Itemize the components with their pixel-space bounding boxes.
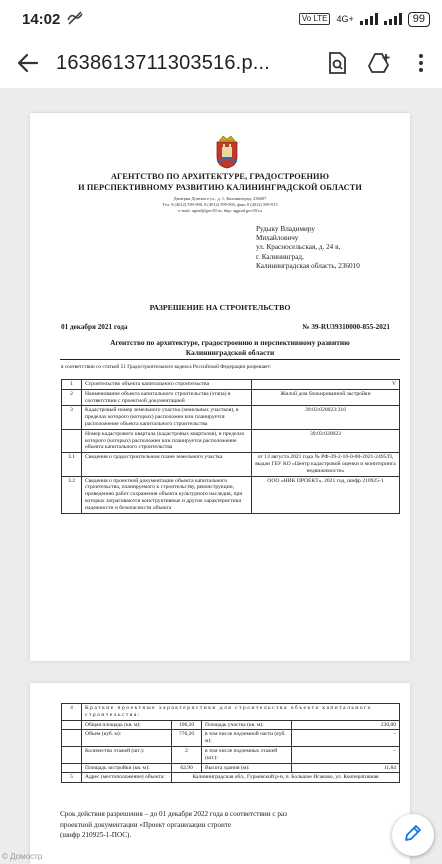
char-label: Площадь участка (кв. м): xyxy=(202,720,292,730)
signal-icon-2 xyxy=(384,13,402,25)
row-value: 39:03:020023:316 xyxy=(252,406,400,429)
row-number: 2 xyxy=(62,389,82,406)
network-type: 4G+ xyxy=(336,13,354,24)
agency-name-line2: И ПЕРСПЕКТИВНОМУ РАЗВИТИЮ КАЛИНИНГРАДСКОЙ ОБЛАСТИ xyxy=(78,183,362,192)
row-label: Номер кадастрового квартала (кадастровых кварталов), в пределах которого (которых) расположен или планируется расположение объекта капитального строительства xyxy=(82,429,252,452)
table-row xyxy=(62,704,400,721)
char-value: 2 xyxy=(172,746,202,763)
pencil-icon xyxy=(403,823,423,848)
address-value: Калининградская обл., Гурьевский р-н, п. Большое Исаково, ул. Кооперативная xyxy=(172,773,400,783)
app-bar xyxy=(0,38,442,88)
table-row xyxy=(62,476,400,513)
issuer-line1: Агентство по архитектуре, градостроению и перспективному развитию xyxy=(110,338,350,347)
char-value: 776,20 xyxy=(172,730,202,747)
table-row xyxy=(62,429,400,452)
row-label: Наименование объекта капитального строительства (этапа) в соответствии с проектной документацией xyxy=(82,389,252,406)
table-row xyxy=(62,406,400,429)
agency-name-line1: АГЕНТСТВО ПО АРХИТЕКТУРЕ, ГРАДОСТРОЕНИЮ xyxy=(110,172,330,181)
row-value: от 13 августа 2021 года № РФ-39-2-10-0-00-2021-2495/П, выдан ГБУ КО «Центр кадастровой оценки и мониторинга недвижимости» xyxy=(252,453,400,476)
row-number: 5 xyxy=(62,773,82,783)
validity-line: проектной документации «Проект организации строите xyxy=(60,820,232,829)
issuer-block xyxy=(60,338,400,360)
recipient-city: г. Калининград, xyxy=(256,252,304,261)
permit-table xyxy=(61,379,400,514)
recipient-name-2: Михайловичу xyxy=(256,234,299,243)
validity-line: Срок действия разрешения – до 01 декабря 2022 года в соответствии с раз xyxy=(60,810,287,818)
status-time: 14:02 xyxy=(22,10,61,28)
recipient-region: Калининградская область, 236010 xyxy=(256,261,360,270)
edit-fab-button[interactable] xyxy=(392,814,434,856)
issuer-line2: Калининградской области xyxy=(185,348,275,357)
document-title: РАЗРЕШЕНИЕ НА СТРОИТЕЛЬСТВО xyxy=(149,303,291,312)
row-value: V xyxy=(252,380,400,390)
status-icons xyxy=(299,12,430,27)
char-value: 62,90 xyxy=(172,763,202,773)
char-value: 11,84 xyxy=(292,763,400,773)
signal-icon xyxy=(360,13,378,25)
agency-phones: Тел. 8 (4012) 599-900, 8 (4012) 599-903, факс 8 (4012) 599-915 xyxy=(162,202,278,207)
document-number: № 39-RU39310000-855-2021 xyxy=(302,323,390,331)
char-value: 230,00 xyxy=(292,720,400,730)
row-number: 4 xyxy=(62,704,82,721)
row-value: Жилой дом блокированной застройки xyxy=(252,389,400,406)
row-number: 3 xyxy=(62,406,82,429)
row-label: Сведения о проектной документации объекта капитального строительства, планируемого к строительству, реконструкции, проведению работ сохранения объекта культурного наследия, при которых затрагиваются конструктивные и другие характеристики надежности и безопасности объекта xyxy=(82,476,252,513)
address-label: Адрес (местоположение) объекта: xyxy=(82,773,172,783)
search-document-icon[interactable] xyxy=(316,52,358,74)
row-number: 1 xyxy=(62,380,82,390)
recipient-street: ул. Красносельская, д. 24 в, xyxy=(256,243,341,252)
recipient-block xyxy=(256,225,360,271)
row-label: Сведения о градостроительном плане земельного участка xyxy=(82,453,252,476)
agency-address: Дмитрия Донского ул., д. 1, Калининград, 236007 xyxy=(173,196,267,201)
row-number xyxy=(62,429,82,452)
char-value: – xyxy=(292,746,400,763)
table-row xyxy=(62,730,400,747)
char-label: в том числе подземных этажей (шт.): xyxy=(202,746,292,763)
char-label: Площадь застройки (кв. м): xyxy=(82,763,172,773)
row-number: 3.1 xyxy=(62,453,82,476)
row-label: Кадастровый номер земельного участка (земельных участков), в пределах которого (которых) расположен или планируется расположение объекта капитального строительства xyxy=(82,406,252,429)
char-value: – xyxy=(292,730,400,747)
legal-basis: в соответствии со статьей 51 Градостроительного кодекса Российской Федерации разрешает: xyxy=(61,364,272,370)
coat-of-arms-icon xyxy=(214,133,240,169)
row-number: 3.2 xyxy=(62,476,82,513)
table-row xyxy=(62,720,400,730)
battery-icon: 99 xyxy=(408,12,430,27)
agency-email: e-mail: agrad@gov39.ru; http: aggrad.gov39.ru xyxy=(178,208,262,213)
char-label: Количество этажей (шт.): xyxy=(82,746,172,763)
document-page-1[interactable] xyxy=(30,113,410,661)
status-bar xyxy=(0,0,442,38)
table-row xyxy=(62,380,400,390)
characteristics-header: Краткие проектные характеристики для строительства объекта капитального строительства: xyxy=(82,704,400,721)
more-vert-icon[interactable] xyxy=(400,53,442,73)
characteristics-table xyxy=(61,703,400,783)
document-page-2[interactable] xyxy=(30,683,410,864)
row-value: ООО «НИК ПРОЕКТ», 2021 год, шифр 210925-1 xyxy=(252,476,400,513)
document-date: 01 декабря 2021 года xyxy=(61,323,128,331)
table-row xyxy=(62,746,400,763)
mute-icon xyxy=(66,11,84,28)
add-to-drive-icon[interactable] xyxy=(358,52,400,74)
char-label: Высота здания (м): xyxy=(202,763,292,773)
validity-line: (шифр 210925-1-ПОС). xyxy=(60,831,132,839)
table-row xyxy=(62,389,400,406)
char-label: в том числе подземной части (куб. м): xyxy=(202,730,292,747)
recipient-name-1: Рудыку Владимиру xyxy=(256,225,315,233)
validity-text xyxy=(60,809,410,841)
char-label: Общая площадь (кв. м): xyxy=(82,720,172,730)
volte-icon: Vo LTE xyxy=(299,13,331,25)
table-row xyxy=(62,453,400,476)
back-arrow-icon[interactable] xyxy=(0,52,56,74)
watermark: © Домостр xyxy=(2,852,43,861)
char-label: Объем (куб. м): xyxy=(82,730,172,747)
file-title: 1638613711303516.p... xyxy=(56,51,271,74)
char-value: 106,20 xyxy=(172,720,202,730)
table-row xyxy=(62,763,400,773)
row-value: 39:03:020023 xyxy=(252,429,400,452)
table-row xyxy=(62,773,400,783)
row-label: Строительство объекта капитального строительства xyxy=(82,380,252,390)
